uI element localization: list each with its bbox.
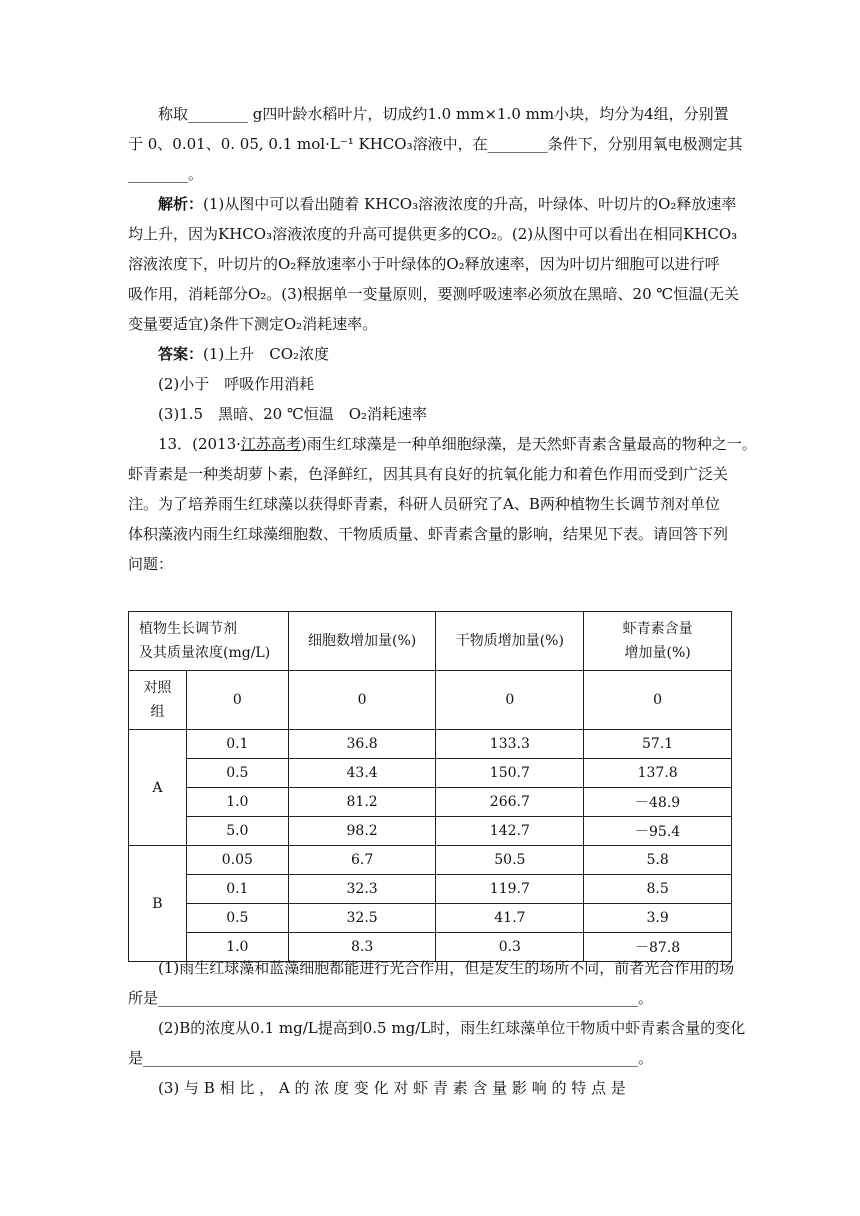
header-text: 增加量(%) [624,645,691,661]
answer-line [158,344,762,364]
question-line: 是__________________________________________________________________。 [128,1049,654,1067]
table-row-control [129,671,732,730]
header-regulator [129,612,289,671]
question-13-line: 问题： [128,555,174,573]
table-cell: 119.7 [436,875,584,904]
table-row [129,730,732,759]
question-line: 所是________________________________________________________________。 [128,989,654,1007]
table-cell: 142.7 [436,817,584,846]
question-13-line: 注。为了培养雨生红球藻以获得虾青素，科研人员研究了A、B两种植物生长调节剂对单位 [128,495,720,513]
analysis-label: 解析： [158,195,204,213]
table-cell: 266.7 [436,788,584,817]
table-cell: 0 [436,671,584,730]
answer-text: (1)上升 CO₂浓度 [203,345,330,363]
question-number: 13．(2013· [158,435,241,453]
table-cell: 81.2 [288,788,436,817]
table-cell: －48.9 [584,788,732,817]
question-line: (3) 与 B 相 比 ， A 的 浓 度 变 化 对 虾 青 素 含 量 影 响 的 特 点 是 [158,1079,626,1097]
analysis-line [158,194,737,214]
table-cell: －87.8 [584,933,732,962]
answer-label: 答案： [158,345,204,363]
table-cell: 150.7 [436,759,584,788]
table-cell: 41.7 [436,904,584,933]
table-cell: 1.0 [186,933,288,962]
table-cell: 3.9 [584,904,732,933]
table-cell: 0.3 [436,933,584,962]
table-cell: 0.5 [186,904,288,933]
table-cell: 98.2 [288,817,436,846]
table-cell: 6.7 [288,846,436,875]
table-cell: 5.8 [584,846,732,875]
table-cell: 0.05 [186,846,288,875]
header-text: 及其质量浓度(mg/L) [139,645,271,661]
table-cell: 133.3 [436,730,584,759]
question-text: )雨生红球藻是一种单细胞绿藻，是天然虾青素含量最高的物种之一。 [300,435,757,453]
question-13-line: 虾青素是一种类胡萝卜素，色泽鲜红，因其具有良好的抗氧化能力和着色作用而受到广泛关 [128,465,729,483]
answer-line: (3)1.5 黑暗、20 ℃恒温 O₂消耗速率 [158,405,428,423]
control-text: 对照 [143,680,172,696]
table-cell: 32.3 [288,875,436,904]
question-line: (2)B的浓度从0.1 mg/L提高到0.5 mg/L时，雨生红球藻单位干物质中虾青素含量的变化 [158,1019,746,1037]
text-line: 称取________ g四叶龄水稻叶片，切成约1.0 mm×1.0 mm小块，均分为4组，分别置 [158,105,729,123]
header-dry-matter: 干物质增加量(%) [436,612,584,671]
answer-line: (2)小于 呼吸作用消耗 [158,375,315,393]
table-cell: 0 [186,671,288,730]
table-row [129,875,732,904]
table-cell: －95.4 [584,817,732,846]
control-label [129,671,187,730]
table-cell: 0 [288,671,436,730]
analysis-text: (1)从图中可以看出随着 KHCO₃溶液浓度的升高，叶绿体、叶切片的O₂释放速率 [203,195,737,213]
table-row [129,846,732,875]
analysis-line: 变量要适宜)条件下测定O₂消耗速率。 [128,315,378,333]
control-text: 组 [150,704,165,720]
table-cell: 36.8 [288,730,436,759]
analysis-line: 均上升，因为KHCO₃溶液浓度的升高可提供更多的CO₂。(2)从图中可以看出在相同KHCO₃ [128,225,738,243]
table-row [129,759,732,788]
table-row [129,817,732,846]
question-source: 江苏高考 [240,435,301,453]
table-cell: 43.4 [288,759,436,788]
table-cell: 50.5 [436,846,584,875]
analysis-line: 吸作用，消耗部分O₂。(3)根据单一变量原则，要测呼吸速率必须放在黑暗、20 ℃恒温(无关 [128,285,740,303]
question-13-line: 体积藻液内雨生红球藻细胞数、干物质质量、虾青素含量的影响，结果见下表。请回答下列 [128,525,729,543]
results-table [128,611,732,962]
text-line: ________。 [128,165,204,183]
header-cell-count: 细胞数增加量(%) [288,612,436,671]
table-cell: 1.0 [186,788,288,817]
table-cell: 0.1 [186,875,288,904]
table-row [129,788,732,817]
table-cell: 8.5 [584,875,732,904]
table-row [129,904,732,933]
group-a-label: A [129,730,187,846]
table-cell: 57.1 [584,730,732,759]
table-cell: 32.5 [288,904,436,933]
header-astaxanthin [584,612,732,671]
table-cell: 0 [584,671,732,730]
table-cell: 8.3 [288,933,436,962]
question-13-line [158,434,757,454]
table-cell: 137.8 [584,759,732,788]
table-cell: 0.5 [186,759,288,788]
group-b-label: B [129,846,187,962]
header-text: 植物生长调节剂 [139,621,237,637]
table-header-row [129,612,732,671]
text-line: 于 0、0.01、0. 05, 0.1 mol·L⁻¹ KHCO₃溶液中，在________条件下，分别用氧电极测定其 [128,135,743,153]
question-line: (1)雨生红球藻和蓝藻细胞都能进行光合作用，但是发生的场所不同，前者光合作用的场 [158,959,735,977]
header-text: 虾青素含量 [622,621,693,637]
table-cell: 5.0 [186,817,288,846]
analysis-line: 溶液浓度下，叶切片的O₂释放速率小于叶绿体的O₂释放速率，因为叶切片细胞可以进行呼 [128,255,720,273]
table-cell: 0.1 [186,730,288,759]
